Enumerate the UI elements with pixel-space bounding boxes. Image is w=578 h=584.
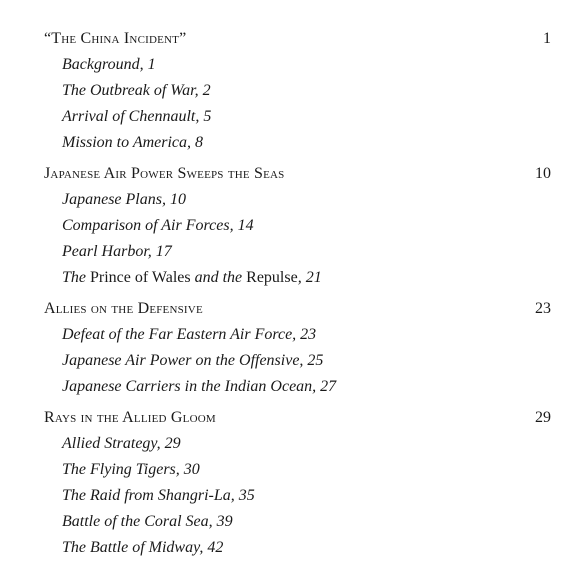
- chapter-title: Rays in the Allied Gloom: [44, 409, 216, 426]
- section-title: Background, 1: [62, 56, 156, 73]
- section-entry: [0, 242, 578, 268]
- section-title: Japanese Carriers in the Indian Ocean, 27: [62, 378, 337, 395]
- section-title-part: and the: [190, 269, 247, 286]
- section-entry: [0, 107, 578, 133]
- section-title: Pearl Harbor, 17: [62, 243, 172, 260]
- section-entry: [0, 538, 578, 564]
- chapter-title: Japanese Air Power Sweeps the Seas: [44, 165, 285, 182]
- section-entry: [0, 434, 578, 460]
- section-title: Japanese Plans, 10: [62, 191, 186, 208]
- chapter-entry: [0, 29, 578, 55]
- section-title: Comparison of Air Forces, 14: [62, 217, 254, 234]
- ship-name: Prince of Wales: [90, 269, 191, 286]
- section-entry: [0, 325, 578, 351]
- section-title: The Outbreak of War, 2: [62, 82, 211, 99]
- chapter-entry: [0, 408, 578, 434]
- ship-name: Repulse: [246, 269, 298, 286]
- chapter-entry: [0, 164, 578, 190]
- section-entry: [0, 460, 578, 486]
- section-title: Battle of the Coral Sea, 39: [62, 513, 233, 530]
- section-title: Defeat of the Far Eastern Air Force, 23: [62, 326, 317, 343]
- section-title: Mission to America, 8: [62, 134, 204, 151]
- section-entry: [0, 351, 578, 377]
- section-title: [62, 268, 322, 288]
- section-entry: [0, 216, 578, 242]
- section-title-part: , 21: [297, 269, 322, 286]
- section-entry: [0, 81, 578, 107]
- section-title: The Battle of Midway, 42: [62, 539, 224, 556]
- section-title: The Flying Tigers, 30: [62, 461, 200, 478]
- chapter-page-number: 10: [535, 165, 551, 182]
- section-title: Japanese Air Power on the Offensive, 25: [62, 352, 324, 369]
- section-entry: [0, 512, 578, 538]
- chapter-page-number: 23: [535, 300, 551, 317]
- section-entry: [0, 133, 578, 159]
- section-entry: [0, 190, 578, 216]
- section-entry: [0, 377, 578, 403]
- section-title: Allied Strategy, 29: [62, 435, 181, 452]
- chapter-page-number: 1: [543, 30, 551, 47]
- chapter-entry: [0, 299, 578, 325]
- chapter-title: “The China Incident”: [44, 30, 187, 47]
- chapter-page-number: 29: [535, 409, 551, 426]
- chapter-title: Allies on the Defensive: [44, 300, 203, 317]
- section-title-part: The: [62, 269, 90, 286]
- section-entry: [0, 55, 578, 81]
- section-title: Arrival of Chennault, 5: [62, 108, 212, 125]
- section-title: The Raid from Shangri-La, 35: [62, 487, 255, 504]
- section-entry: [0, 268, 578, 294]
- section-entry: [0, 486, 578, 512]
